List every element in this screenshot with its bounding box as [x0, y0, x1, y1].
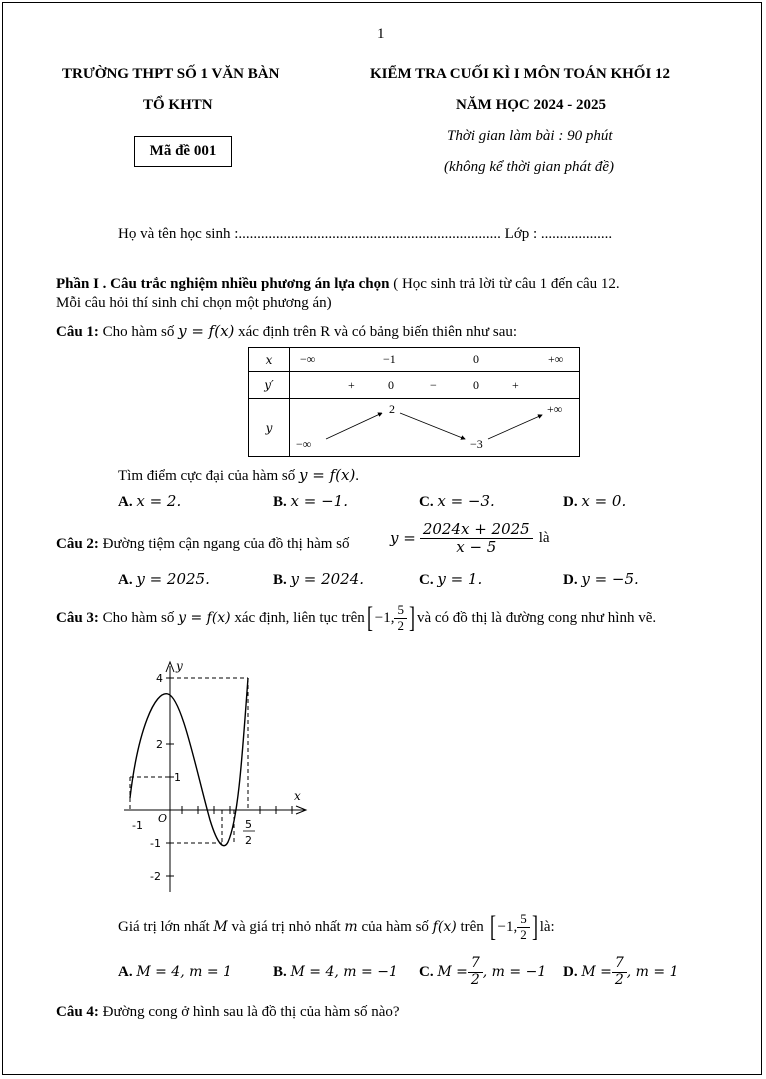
q3-label: Câu 3:	[56, 609, 99, 626]
origin-label: O	[158, 812, 168, 825]
option-letter: D.	[563, 963, 578, 980]
q3-option-d[interactable]	[563, 952, 679, 992]
option-pre: M =	[581, 964, 612, 980]
q1-text-b: xác định trên R và có bảng biến thiên như sau:	[238, 324, 518, 340]
frac-den: 2	[520, 926, 527, 942]
q4-stem	[56, 1004, 400, 1021]
q1-prompt-func: y = f(x)	[299, 466, 356, 484]
option-letter: A.	[118, 494, 133, 510]
yp-zero-1: 0	[388, 378, 394, 392]
q3-prompt-interval: [ −1, $\frac{5}{2}$ ]	[489, 910, 538, 943]
y-neg-inf: −∞	[296, 437, 312, 451]
x-axis-label: x	[294, 789, 301, 803]
option-letter: C.	[419, 494, 434, 510]
q3-interval-left: −1,	[374, 609, 395, 626]
q3-graph	[110, 650, 320, 900]
q3-interval-frac	[394, 603, 407, 633]
option-letter: A.	[118, 964, 133, 980]
student-name-label: Họ và tên học sinh :	[118, 226, 239, 242]
q1-prompt	[118, 466, 359, 485]
option-text: y = 1.	[437, 570, 483, 588]
option-letter: B.	[273, 964, 287, 980]
q3-fx: f(x)	[432, 919, 457, 935]
q3-prompt-interval-left: −1,	[497, 918, 518, 935]
class-label: Lớp :	[504, 226, 538, 242]
part1-instruction-1: ( Học sinh trả lời từ câu 1 đến câu 12.	[389, 276, 620, 292]
q2-denominator: x − 5	[456, 537, 497, 556]
q1-text-a: Cho hàm số	[102, 324, 175, 340]
option-text: x = −3.	[437, 492, 495, 510]
q3-frac-num: 5	[394, 603, 407, 618]
yp-minus: −	[430, 378, 437, 392]
q1-option-b[interactable]	[273, 492, 348, 511]
option-letter: C.	[419, 963, 434, 980]
table-yp-row	[290, 372, 580, 399]
q3-prompt	[118, 906, 555, 948]
frac-num: 7	[468, 956, 483, 972]
class-field[interactable]: ...................	[540, 226, 613, 242]
x-minus-one: −1	[383, 352, 396, 366]
q2-option-b[interactable]	[273, 570, 364, 589]
y-pos-inf: +∞	[547, 402, 563, 416]
option-text: y = −5.	[581, 570, 639, 588]
option-text: x = 2.	[136, 492, 182, 510]
q3-text-b: xác định, liên tục trên	[234, 609, 365, 626]
q2-formula	[390, 521, 550, 555]
x-neg-inf: −∞	[300, 352, 316, 366]
exam-code-box	[134, 136, 232, 167]
q3-option-b[interactable]	[273, 964, 398, 981]
option-text: y = 2024.	[290, 570, 365, 588]
arrow-down	[400, 413, 465, 439]
y-label-2: 2	[156, 738, 163, 751]
q2-stem	[56, 536, 350, 553]
function-curve	[130, 678, 248, 846]
q1-option-a[interactable]	[118, 492, 181, 511]
option-post: , m = 1	[626, 964, 679, 980]
option-post: , m = −1	[482, 964, 547, 980]
x-label-5: 5	[245, 818, 252, 831]
part1-instruction-2: Mỗi câu hỏi thí sinh chỉ chọn một phương án)	[56, 295, 332, 311]
q4-text: Đường cong ở hình sau là đồ thị của hàm số nào?	[102, 1004, 400, 1020]
y-axis-label: y	[176, 659, 183, 673]
option-text: x = −1.	[290, 492, 348, 510]
q3-prompt-end: là:	[539, 918, 555, 935]
option-text: x = 0.	[581, 492, 627, 510]
table-x-header: x	[249, 348, 290, 372]
q1-stem	[56, 322, 517, 341]
q3-prompt-interval-frac	[517, 912, 530, 942]
option-text: M = 4, m = 1	[136, 964, 232, 980]
q3-prompt-d: trên	[460, 918, 484, 935]
q2-option-a[interactable]	[118, 570, 210, 589]
q2-label: Câu 2:	[56, 536, 99, 552]
q3-prompt-b: và giá trị nhỏ nhất	[231, 918, 341, 935]
q2-fraction	[420, 521, 533, 555]
q3-M: M	[213, 919, 228, 935]
option-letter: D.	[563, 494, 578, 510]
yp-plus-2: +	[512, 378, 519, 392]
student-info-line	[118, 226, 612, 243]
x-zero: 0	[473, 352, 479, 366]
option-pre: M =	[437, 964, 468, 980]
frac-num: 5	[517, 912, 530, 927]
q2-end: là	[538, 529, 550, 546]
part1-heading	[56, 276, 620, 293]
q1-option-d[interactable]	[563, 492, 626, 511]
option-text: M = 4, m = −1	[290, 964, 398, 980]
duration-note: (không kể thời gian phát đề)	[444, 159, 615, 175]
y-min-value: −3	[470, 437, 483, 451]
q3-option-a[interactable]	[118, 964, 232, 981]
q1-prompt-text: Tìm điểm cực đại của hàm số	[118, 468, 296, 484]
school-year: NĂM HỌC 2024 - 2025	[456, 97, 606, 113]
q3-option-c[interactable]	[419, 952, 546, 992]
option-text: y = 2025.	[136, 570, 210, 588]
table-yp-header: y′	[249, 372, 290, 399]
option-letter: B.	[273, 494, 287, 510]
y-label-1: 1	[174, 771, 181, 784]
q3-function: y = f(x)	[178, 610, 231, 626]
y-label-neg2: -2	[150, 870, 161, 883]
option-letter: B.	[273, 572, 287, 588]
frac-den: 2	[614, 971, 624, 988]
q1-prompt-end: .	[355, 468, 360, 484]
yp-plus-1: +	[348, 378, 355, 392]
table-x-row	[290, 348, 580, 372]
table-y-header: y	[249, 399, 290, 457]
y-label-4: 4	[156, 672, 163, 685]
q2-y-eq: y =	[390, 529, 416, 547]
arrow-up-2	[488, 415, 542, 439]
q3-prompt-a: Giá trị lớn nhất	[118, 918, 210, 935]
q2-option-d[interactable]	[563, 570, 639, 589]
q3-prompt-c: của hàm số	[361, 918, 429, 935]
q2-numerator: 2024x + 2025	[420, 521, 533, 539]
exam-code: Mã đề 001	[149, 143, 217, 159]
exam-title: KIỂM TRA CUỐI KÌ I MÔN TOÁN KHỐI 12	[370, 66, 671, 82]
y-max-value: 2	[389, 402, 395, 416]
table-y-row	[290, 399, 580, 457]
page-number: 1	[377, 26, 385, 42]
department-name: TỔ KHTN	[143, 97, 213, 113]
option-frac	[468, 956, 483, 988]
option-letter: A.	[118, 572, 133, 588]
q2-text: Đường tiệm cận ngang của đồ thị hàm số	[102, 536, 350, 552]
q2-option-c[interactable]	[419, 570, 482, 589]
yp-zero-2: 0	[473, 378, 479, 392]
q1-option-c[interactable]	[419, 492, 495, 511]
x-label-2: 2	[245, 834, 252, 847]
q3-text-c: và có đồ thị là đường cong như hình vẽ.	[416, 609, 657, 626]
q4-label: Câu 4:	[56, 1004, 99, 1020]
arrow-up-1	[326, 413, 382, 439]
q1-label: Câu 1:	[56, 324, 99, 340]
exam-duration: Thời gian làm bài : 90 phút	[447, 128, 613, 144]
frac-den: 2	[470, 971, 480, 988]
part1-title: Phần I . Câu trắc nghiệm nhiều phương án lựa chọn	[56, 276, 390, 292]
option-letter: D.	[563, 572, 578, 588]
q3-text-a: Cho hàm số	[102, 609, 175, 626]
q3-interval: [ −1, $\frac{5}{2}$ ]	[366, 601, 415, 634]
school-name: TRƯỜNG THPT SỐ 1 VĂN BÀN	[62, 66, 280, 82]
option-letter: C.	[419, 572, 434, 588]
x-label-neg1: -1	[132, 819, 143, 832]
q1-function: y = f(x)	[178, 322, 235, 340]
variation-arrows	[290, 399, 579, 457]
q3-stem	[56, 598, 656, 638]
q3-frac-den: 2	[397, 617, 404, 633]
option-frac	[612, 956, 627, 988]
x-pos-inf: +∞	[548, 352, 564, 366]
student-name-field[interactable]: ......................................................................	[238, 226, 501, 242]
variation-table	[248, 347, 580, 457]
frac-num: 7	[612, 956, 627, 972]
q3-m: m	[344, 919, 358, 935]
y-label-neg1: -1	[150, 837, 161, 850]
